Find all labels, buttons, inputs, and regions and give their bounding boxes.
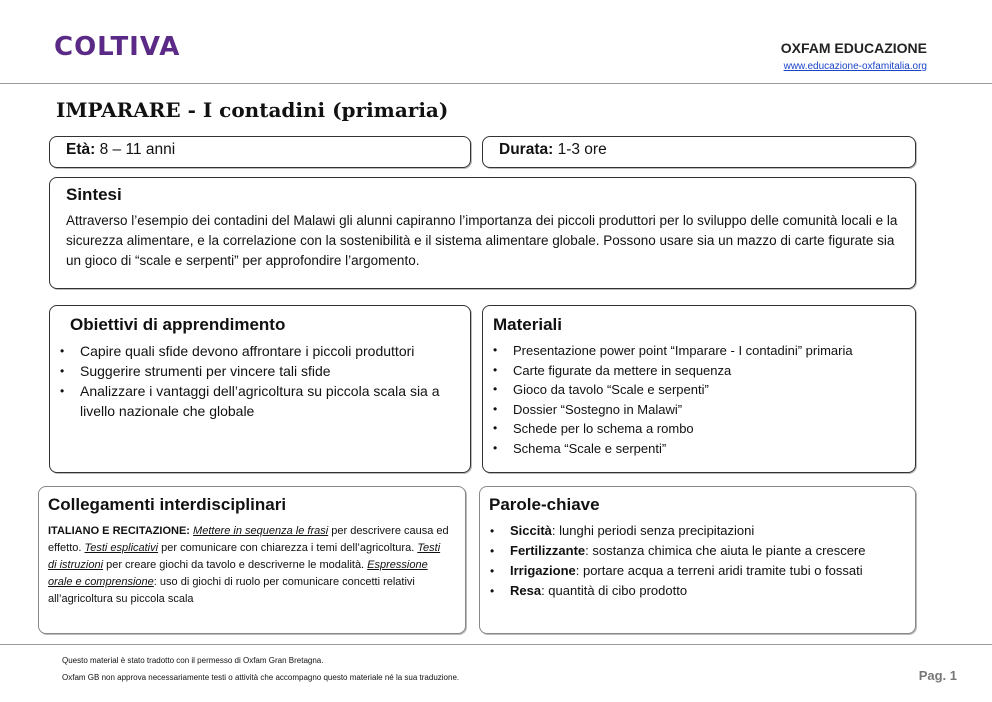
list-item: • Gioco da tavolo “Scale e serpenti” bbox=[513, 380, 915, 400]
list-item bbox=[510, 541, 915, 561]
list-item: • Schema “Scale e serpenti” bbox=[513, 439, 915, 459]
collegamenti-box bbox=[38, 486, 466, 634]
text-segment: : uso di giochi di ruolo per comunicare concetti relativi all’agricoltura su piccola scala bbox=[48, 576, 415, 605]
parole-title: Parole-chiave bbox=[489, 495, 600, 514]
eta-value: 8 – 11 anni bbox=[99, 141, 176, 158]
sintesi-title: Sintesi bbox=[66, 185, 122, 204]
obiettivi-box bbox=[49, 305, 471, 473]
text-segment: per comunicare con chiarezza i temi dell’agricoltura. bbox=[158, 542, 418, 554]
keyword-term: Irrigazione bbox=[510, 563, 576, 578]
coltiva-logo bbox=[54, 32, 180, 62]
org-name: OXFAM EDUCAZIONE bbox=[780, 40, 927, 56]
page-title: IMPARARE - I contadini (primaria) bbox=[56, 98, 449, 122]
collegamenti-title: Collegamenti interdisciplinari bbox=[48, 495, 287, 514]
durata-value: 1-3 ore bbox=[557, 141, 607, 158]
parole-box bbox=[479, 486, 916, 634]
subject-label: ITALIANO E RECITAZIONE: bbox=[48, 525, 190, 537]
footer-note-2: Oxfam GB non approva necessariamente testi o attività che accompagno questo materiale né la sua traduzione. bbox=[62, 673, 460, 682]
materiali-list bbox=[483, 341, 915, 458]
keyword-term: Resa bbox=[510, 583, 542, 598]
logo-text: COLTIVA bbox=[54, 32, 181, 62]
list-item: • Dossier “Sostegno in Malawi” bbox=[513, 400, 915, 420]
activity-link: Testi di istruzioni bbox=[48, 542, 441, 571]
keyword-term: Siccità bbox=[510, 523, 552, 538]
footer-divider bbox=[0, 644, 992, 645]
list-item: • Schede per lo schema a rombo bbox=[513, 419, 915, 439]
list-item: • Capire quali sfide devono affrontare i piccoli produttori bbox=[80, 341, 470, 361]
materiali-title: Materiali bbox=[493, 315, 562, 334]
list-item: • Carte figurate da mettere in sequenza bbox=[513, 361, 915, 381]
text-segment: per creare giochi da tavolo e descriverne le modalità. bbox=[103, 559, 368, 571]
keyword-definition: : portare acqua a terreni aridi tramite tubi o fossati bbox=[575, 563, 863, 578]
keyword-definition: : sostanza chimica che aiuta le piante a crescere bbox=[585, 543, 866, 558]
parole-list bbox=[480, 521, 915, 601]
header-divider bbox=[0, 83, 992, 84]
list-item: • Presentazione power point “Imparare - I contadini” primaria bbox=[513, 341, 915, 361]
materiali-box bbox=[482, 305, 916, 473]
durata-box bbox=[482, 136, 916, 168]
eta-label: Età: bbox=[66, 141, 96, 158]
obiettivi-list bbox=[50, 341, 470, 421]
list-item bbox=[510, 581, 915, 601]
org-website-link[interactable]: www.educazione-oxfamitalia.org bbox=[783, 61, 927, 72]
sintesi-box bbox=[49, 177, 916, 289]
list-item bbox=[510, 521, 915, 541]
list-item: • Analizzare i vantaggi dell’agricoltura su piccola scala sia a livello nazionale che globale bbox=[80, 381, 470, 421]
text-segment: per descrivere causa ed effetto. bbox=[48, 525, 449, 554]
list-item bbox=[510, 561, 915, 581]
keyword-term: Fertilizzante bbox=[510, 543, 586, 558]
sintesi-text: Attraverso l’esempio dei contadini del Malawi gli alunni capiranno l’importanza dei piccoli produttori per lo sviluppo delle comunità locali e la sicurezza alimentare, e la correlazione con la sostenibilità e il sistema alimentare globale. Possono usare sia un mazzo di carte figurate sia un gioco di “scale e serpenti” per approfondire l’argomento. bbox=[66, 213, 898, 268]
eta-box bbox=[49, 136, 471, 168]
list-item: • Suggerire strumenti per vincere tali sfide bbox=[80, 361, 470, 381]
collegamenti-text bbox=[48, 523, 451, 608]
obiettivi-title: Obiettivi di apprendimento bbox=[70, 315, 286, 334]
keyword-definition: : lunghi periodi senza precipitazioni bbox=[551, 523, 755, 538]
activity-link: Espressione orale e comprensione bbox=[48, 559, 428, 588]
activity-link: Testi esplicativi bbox=[84, 542, 159, 554]
footer-note-1: Questo material è stato tradotto con il permesso di Oxfam Gran Bretagna. bbox=[62, 656, 324, 665]
page-number: Pag. 1 bbox=[918, 668, 957, 683]
keyword-definition: : quantità di cibo prodotto bbox=[541, 583, 688, 598]
durata-label: Durata: bbox=[499, 141, 554, 158]
activity-link: Mettere in sequenza le frasi bbox=[193, 525, 329, 537]
